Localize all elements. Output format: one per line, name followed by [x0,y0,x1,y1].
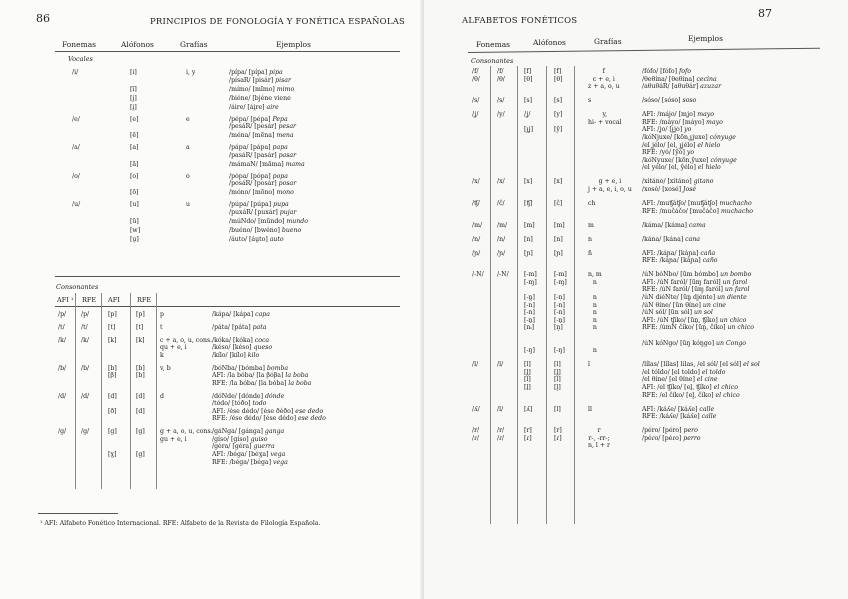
consonant-spelling: f c + e, i z + a, o, u [588,68,620,91]
consonant-examples: /kóka/ [kóka] coca /késo/ [késo] queso /kílo/ [kílo] kilo [212,336,273,359]
consonant-spelling: t [160,323,163,331]
consonant-rfe: /l/ [497,405,504,413]
header-ejemplos: Ejemplos [688,34,723,43]
consonant-spelling: n, m n n n n n n n [588,271,602,355]
consonant-spelling: n [588,235,592,243]
consonant-spelling: d [160,392,164,400]
vowel-allophone: [o] [130,172,139,180]
col-divider [156,293,157,489]
consonant-rfe: /-N/ [497,271,509,279]
col-divider [490,66,491,524]
consonant-afi: /r/ /ɾ/ [472,427,480,442]
consonant-spelling: ll [588,405,592,413]
section-vocales: Vocales [68,55,93,63]
allophone-rfe: [k] [136,336,145,344]
consonant-examples: /bóNba/ [bómba] bomba AFI: /la bóba/ [la βóβa] la boba RFE: /la bóba/ [la bóba] la boba [212,364,312,387]
vowel-allophone: [ĩ] [130,85,137,93]
cons-header-afi-alofono: AFI [108,296,120,304]
allophone-rfe: [t] [136,323,144,331]
consonant-spelling: g + e, i j + a, e, i, o, u [588,178,632,193]
consonant-examples: /xitáno/ [xitáno] gitano /xosé/ [xosé] José [642,178,714,193]
cons-header-rfe-alofono: RFE [137,296,152,304]
header-grafias: Grafías [180,40,208,49]
cons-header-afi: AFI ¹ [57,296,74,304]
vowel-phoneme: /i/ [72,69,79,76]
consonant-rfe: /ɲ/ [497,249,506,257]
consonant-rfe: /p/ [81,311,90,318]
col-divider [517,66,518,524]
vowel-examples: /múNdo/ [mũndo] mundo [229,218,308,225]
vowel-allophone: [u] [130,201,139,209]
consonant-afi: /g/ [58,428,67,436]
consonant-afi: /ʝ/ [472,111,479,119]
consonant-rfe: /r/ /ɾ/ [497,427,505,442]
allophone-afi: [ɲ] [524,249,533,257]
consonant-rfe: /s/ [497,97,505,105]
allophone-rfe: [l] [554,405,561,413]
allophone-afi: [ʎ] [524,405,533,413]
vowel-phoneme: /e/ [72,115,80,123]
consonant-examples: AFI: /káɲa/ [káɲa] caña RFE: /káɲa/ [káɲa] caño [642,249,718,265]
allophone-rfe: [f] [θ] [554,68,563,83]
allophone-afi: [n] [524,235,533,243]
consonant-rfe: /n/ [497,235,506,243]
header-rule [55,51,400,52]
allophone-afi: [t] [108,323,116,331]
allophone-afi: [f] [θ] [524,68,533,83]
col-divider [546,66,547,524]
allophone-rfe: [l] [l̪] [l] [l̮] [554,361,561,391]
vowel-spelling: a [186,144,190,152]
consonant-afi: /p/ [58,311,67,318]
vowel-examples: /pépa/ [pépa] Pepa /pesáR/ [pesár] pesar [229,115,296,131]
vowel-examples: /pápa/ [pápa] papa /pasáR/ [pasár] pasar [229,144,297,159]
section-rule [55,276,400,277]
consonant-rfe: /b/ [81,364,90,372]
consonant-afi: /-N/ [472,271,484,279]
consonant-examples: /péro/ [péro] pero /péɾo/ [péɾo] perro [642,427,701,442]
footnote-rule [38,513,118,514]
allophone-rfe: [ɲ] [554,249,563,257]
consonant-rfe: /k/ [81,336,89,344]
cons-header-rfe: RFE [82,296,97,304]
allophone-afi: [-m] [-ɱ] [-n̪] [-n] [-n] [-n̠] [nᵢ] [-ŋ] [524,271,537,355]
header-fonemas: Fonemas [62,40,97,49]
vowel-examples: /pópa/ [pópa] popa /posáR/ [posár] posar [229,172,297,188]
allophone-rfe: [y] [ŷ] [554,111,563,134]
vowel-examples: /biéne/ [bjéne viene [229,94,291,102]
running-head: PRINCIPIOS DE FONOLOGÍA Y FONÉTICA ESPAÑOLAS [150,17,406,27]
vowel-examples: /pípa/ [pípa] pipa /písaR/ [pisár] pisar [229,69,291,84]
vowel-spelling: u [186,201,190,209]
cons-header-rule [55,306,400,307]
section-consonantes: Consonantes [56,283,99,291]
vowel-spelling: o [186,172,190,180]
header-fonemas: Fonemas [476,40,511,49]
allophone-rfe: [b] [b] [136,364,145,380]
consonant-rfe: /d/ [81,392,90,400]
col-divider [130,293,131,489]
consonant-examples: AFI: /muʧáʧo/ [muʧáʧo] muchacho RFE: /mučáčo/ [mučáčo] muchacho [642,200,754,215]
consonant-afi: /ʧ/ [472,200,480,207]
vowel-allophone: [w] [130,227,141,234]
consonant-afi: /n/ [472,235,481,243]
consonant-examples: /lílas/ [lílas] lilas, /el sól/ [el sól] el sol /el tóldo/ [el toldo] el toldo /el θíne/ [el θíne] el cine AFI: /el ʧíko/ [el̠, ʧíko] el chico RFE: /el číko/ [el̮, číko] el chico [642,361,760,399]
consonant-spelling: m [588,221,594,229]
allophone-afi: [g] [ɣ] [108,428,117,458]
page-number: 87 [758,7,772,20]
consonant-rfe: /x/ [497,178,505,186]
vowel-examples: /ména/ [mẽna] mena [229,132,294,140]
allophone-afi: [b] [β] [108,364,117,380]
section-consonantes: Consonantes [471,57,514,65]
consonant-afi: /f/ /θ/ [472,68,480,83]
col-divider [101,293,102,489]
allophone-rfe: [-m] [-ɱ] [-ṇ] [-n] [-n] [-n̠] [n̮] [-ŋ] [554,271,567,355]
vowel-allophone: [ẽ] [130,132,139,140]
consonant-spelling: y, hi- + vocal [588,111,622,126]
header-grafias: Grafías [594,37,622,46]
vowel-examples: /mámaN/ [mãma] mama [229,160,305,168]
allophone-rfe: [x] [554,178,563,186]
allophone-afi: [ʧ] [524,200,533,207]
vowel-allophone: [a] [130,144,139,152]
allophone-afi: [k] [108,336,117,344]
vowel-spelling: e [186,115,190,123]
vowel-allophone: [i̯] [130,103,137,111]
consonant-rfe: /č/ [497,200,505,207]
consonant-afi: /l/ [472,361,479,369]
consonant-afi: /b/ [58,364,67,372]
allophone-afi: [d] [ð] [108,392,117,415]
allophone-rfe: [č] [554,200,563,207]
consonant-afi: /x/ [472,178,480,186]
header-ejemplos: Ejemplos [276,40,311,49]
consonant-afi: /t/ [58,323,65,331]
vowel-allophone: [ã] [130,160,139,168]
right-page [424,0,848,599]
vowel-examples: /áire/ [ái̯re] aire [229,103,279,111]
vowel-allophone: [ũ] [130,218,139,225]
consonant-afi: /ɲ/ [472,249,481,257]
consonant-examples: /kápa/ [kápa] capa [212,311,270,318]
consonant-rfe: /f/ /θ/ [497,68,505,83]
running-head: ALFABETOS FONÉTICOS [462,16,578,26]
allophone-afi: /ʝ/ [ɟʝ] [524,111,534,134]
allophone-rfe: [p] [136,311,145,318]
consonant-examples: /dóNde/ [dónde] dónde /tódo/ [tóðo] todo AFI: /ése dédo/ [ése ðéðo] ese dedo RFE: /ése dédo/ [ése dédo] ese dedo [212,392,326,423]
header-alofonos: Alófonos [121,40,154,49]
col-divider [75,293,76,489]
allophone-rfe: [d] [d] [136,392,145,415]
consonant-spelling: ñ [588,249,592,257]
vowel-phoneme: /u/ [72,201,81,209]
consonant-afi: /m/ [472,221,483,229]
vowel-allophone: [e] [130,115,139,123]
page-number: 86 [36,12,50,25]
consonant-rfe: /m/ [497,221,508,229]
consonant-examples: /páta/ [páta] pata [212,323,267,331]
consonant-afi: /ʎ/ [472,405,480,413]
allophone-rfe: [g] [g] [136,428,145,458]
consonant-afi: /d/ [58,392,67,400]
consonant-examples: /kána/ [kána] cana [642,235,700,243]
vowel-allophone: [õ] [130,189,139,197]
vowel-spelling: i, y [186,69,196,76]
consonant-spelling: s [588,97,592,105]
consonant-spelling: l [588,361,590,369]
consonant-rfe: /g/ [81,428,90,436]
vowel-examples: /púpa/ [púpa] pupa /puxáR/ [puxár] pujar [229,201,297,216]
allophone-afi: [m] [524,221,535,229]
header-rule [468,48,820,53]
consonant-rfe: /y/ [497,111,505,119]
allophone-afi: [x] [524,178,533,186]
allophone-afi: [s] [524,97,533,105]
consonant-spelling: g + a, o, u, cons. gu + e, i [160,428,213,443]
allophone-rfe: [m] [554,221,565,229]
consonant-examples: AFI: /májo/ [mʝo] mayo RFE: /máyo/ [máyo] mayo AFI: /ʝo/ [ɟʝo] yo /kóNjuxe/ [kõn,ɟʝuxe] cónyuge /el ʝélo/ [el, ɟʝélo] el hielo RFE: /yó/ [ŷó] yo /kóNyuxe/ [kõn,ŷuxe] cónyuge /el yélo/ [el, ŷélo] el hielo [642,111,737,172]
allophone-afi: [p] [108,311,117,318]
allophone-rfe: [r] [ɾ] [554,427,562,442]
consonant-examples: /úN bóNbo/ [ũm bómbo] un bombo AFI: /úN faról/ [ũɱ faról] un farol RFE: /úN faról/ [ũɱ faról] un farol /úN diéNte/ [ũn̪ djénte] un diente /úN θíne/ [ũn θíne] un cine /úN sól/ [ũn sól] un sol AFI: /úN ʧíko/ [ũn̠, ʧíko] un chico RFE: /úmN číko/ [ũn̮, číko] un chico /úN kóNgo/ [ũŋ kóŋgo] un Congo [642,271,754,347]
vowel-examples: /móno/ [mõno] mono [229,189,294,197]
vowel-allophone: [i] [130,69,137,76]
consonant-examples: /fófo/ [fófo] fofo /θeθína/ [θeθína] cecina /aθuθáR/ [aθuθár] azuzar [642,68,722,91]
allophone-afi: [l] [l̪] [l] [l̠] [524,361,531,391]
vowel-examples: /mímo/ [mĩmo] mimo [229,85,295,93]
allophone-afi: [r] [ɾ] [524,427,532,442]
consonant-spelling: ch [588,200,596,207]
consonant-afi: /k/ [58,336,66,344]
consonant-spelling: r r-, -rr-; n, l + r [588,427,610,450]
col-divider [574,66,575,524]
consonant-rfe: /l/ [497,361,504,369]
consonant-afi: /s/ [472,97,480,105]
footnote: ¹ AFI: Alfabeto Fonético Internacional. RFE: Alfabeto de la Revista de Filología Española. [40,520,321,527]
consonant-spelling: p [160,311,164,318]
consonant-examples: /káma/ [káma] cama [642,221,706,229]
vowel-allophone: [j] [130,94,137,102]
consonant-examples: /sóso/ [sóso] soso [642,97,697,105]
allophone-rfe: [s] [554,97,563,105]
consonant-spelling: v, b [160,364,171,372]
consonant-spelling: c + a, o, u, cons. qu + e, i k [160,336,213,359]
consonant-examples: AFI: /káʎe/ [káʎe] calle RFE: /káʎe/ [káʎe] calle [642,405,717,421]
vowel-phoneme: /o/ [72,172,80,180]
consonant-rfe: /t/ [81,323,88,331]
vowel-phoneme: /a/ [72,144,80,152]
vowel-allophone: [u̯] [130,236,139,243]
allophone-rfe: [n] [554,235,563,243]
consonant-examples: /gáNga/ [gánga] ganga /gíso/ [gíso] guiso /géra/ [géra] guerra AFI: /béga/ [béɣa] vega RFE: /béga/ [béga] vega [212,428,288,466]
vowel-examples: /áuto/ [áu̯to] auto [229,236,284,243]
header-alofonos: Alófonos [533,38,566,47]
vowel-examples: /buéno/ [bwéno] bueno [229,227,302,234]
